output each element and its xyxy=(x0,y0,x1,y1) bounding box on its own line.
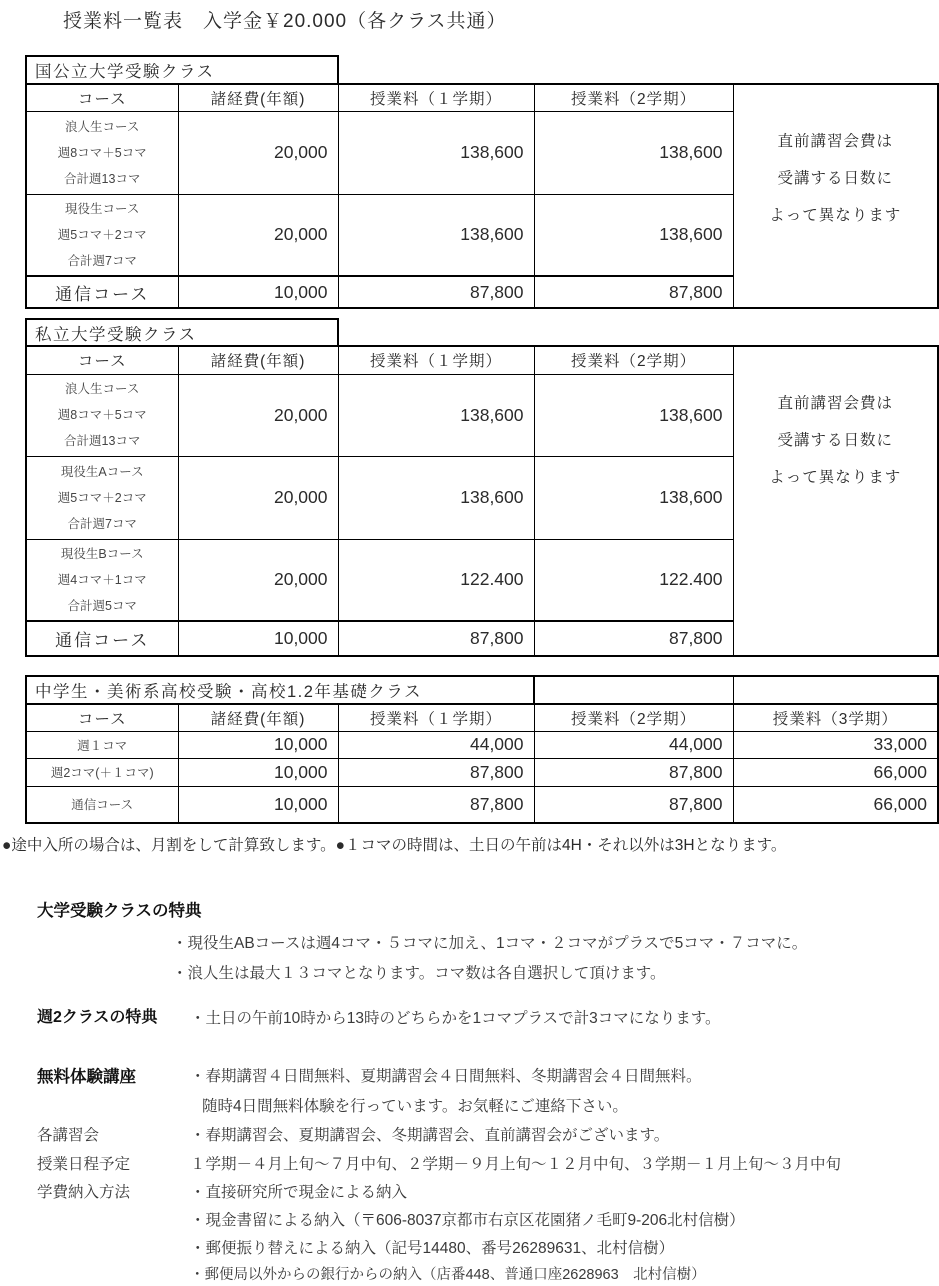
fee-cell: 10,000 xyxy=(178,786,338,823)
course-line: 現役生Bコース xyxy=(60,546,144,561)
fee-cell: 87,800 xyxy=(534,276,733,308)
course-line: 週8コマ＋5コマ xyxy=(57,145,147,160)
section-week2-benefits-heading: 週2クラスの特典 xyxy=(37,1009,158,1026)
course-line: 合計週13コマ xyxy=(64,434,141,448)
header-course: コース xyxy=(26,704,178,731)
payment-label: 学費納入方法 xyxy=(37,1184,131,1201)
spacer-cell xyxy=(733,676,938,704)
fee-cell: 20,000 xyxy=(178,111,338,194)
fee-cell: 138,600 xyxy=(338,374,534,456)
fee-cell: 44,000 xyxy=(534,731,733,758)
spacer-cell xyxy=(534,676,733,704)
course-cell: 通信コース xyxy=(26,786,178,823)
fee-cell: 122.400 xyxy=(338,539,534,621)
fee-cell: 20,000 xyxy=(178,539,338,621)
course-line: 合計週7コマ xyxy=(67,516,137,531)
header-term3: 授業料（3学期） xyxy=(733,704,938,731)
spacer xyxy=(734,347,938,385)
course-cell: 通信コース xyxy=(26,276,178,308)
univ-benefit-item: ・現役生ABコースは週4コマ・５コマに加え、1コマ・２コマがプラスで5コマ・７コマに。 xyxy=(172,935,808,952)
footnote: ●途中入所の場合は、月割をして計算致します。●１コマの時間は、土日の午前は4H・それ以外は3Hとなります。 xyxy=(2,837,787,854)
table-title: 国公立大学受験クラス xyxy=(26,56,338,84)
fee-cell: 66,000 xyxy=(733,786,938,823)
fee-cell: 44,000 xyxy=(338,731,534,758)
course-line: 現役生Aコース xyxy=(60,464,144,479)
table-private-university xyxy=(25,318,939,657)
fee-cell: 138,600 xyxy=(338,111,534,194)
fee-cell: 20,000 xyxy=(178,456,338,539)
fee-cell: 66,000 xyxy=(733,758,938,786)
course-line: 週4コマ＋1コマ xyxy=(57,572,147,587)
fee-cell: 138,600 xyxy=(534,194,733,276)
fee-cell: 87,800 xyxy=(338,621,534,656)
univ-benefit-item: ・浪人生は最大１３コマとなります。コマ数は各自選択して頂けます。 xyxy=(172,965,666,982)
fee-cell: 20,000 xyxy=(178,194,338,276)
section-univ-benefits-heading: 大学受験クラスの特典 xyxy=(37,902,202,920)
fee-cell: 138,600 xyxy=(534,374,733,456)
header-term1: 授業料（１学期） xyxy=(338,84,534,111)
course-cell: 通信コース xyxy=(26,621,178,656)
spacer-cell xyxy=(338,56,938,84)
course-line: 合計週5コマ xyxy=(67,598,137,613)
header-expenses: 諸経費(年額) xyxy=(178,84,338,111)
fee-cell: 122.400 xyxy=(534,539,733,621)
free-trial-line: ・春期講習４日間無料、夏期講習会４日間無料、冬期講習会４日間無料。 xyxy=(190,1068,702,1085)
side-note-line: 受講する日数に xyxy=(777,432,894,449)
header-term1: 授業料（１学期） xyxy=(338,346,534,374)
fee-cell: 138,600 xyxy=(338,456,534,539)
side-note-cell xyxy=(733,84,938,308)
course-line: 週5コマ＋2コマ xyxy=(57,490,147,505)
header-term2: 授業料（2学期） xyxy=(534,704,733,731)
header-expenses: 諸経費(年額) xyxy=(178,704,338,731)
header-expenses: 諸経費(年額) xyxy=(178,346,338,374)
course-cell xyxy=(26,539,178,621)
fee-cell: 20,000 xyxy=(178,374,338,456)
payment-line: ・直接研究所で現金による納入 xyxy=(190,1184,408,1201)
header-course: コース xyxy=(26,84,178,111)
fee-cell: 87,800 xyxy=(338,276,534,308)
page-title: 授業料一覧表 入学金￥20.000（各クラス共通） xyxy=(63,11,507,32)
fee-cell: 138,600 xyxy=(534,111,733,194)
course-line: 合計週13コマ xyxy=(64,171,141,186)
payment-line: ・現金書留による納入（〒606-8037京都市右京区花園猪ノ毛町9-206北村信樹） xyxy=(190,1212,745,1229)
table-title: 私立大学受験クラス xyxy=(26,319,338,346)
fee-cell: 87,800 xyxy=(534,621,733,656)
table-title: 中学生・美術系高校受験・高校1.2年基礎クラス xyxy=(26,676,534,704)
header-course: コース xyxy=(26,346,178,374)
course-cell: 週１コマ xyxy=(26,731,178,758)
course-line: 週8コマ＋5コマ xyxy=(57,408,147,422)
course-line: 現役生コース xyxy=(65,201,140,216)
spacer xyxy=(734,85,938,123)
course-cell xyxy=(26,111,178,194)
fee-cell: 87,800 xyxy=(534,758,733,786)
free-trial-line: 随時4日間無料体験を行っています。お気軽にご連絡下さい。 xyxy=(202,1098,628,1115)
table-junior-basics xyxy=(25,675,939,824)
course-line: 合計週7コマ xyxy=(67,253,137,268)
header-term2: 授業料（2学期） xyxy=(534,84,733,111)
section-free-trial-heading: 無料体験講座 xyxy=(37,1068,136,1086)
fee-cell: 87,800 xyxy=(338,786,534,823)
side-note-line: よって異なります xyxy=(769,469,902,486)
spacer-cell xyxy=(338,319,938,346)
table-national-public-university xyxy=(25,55,939,309)
fee-cell: 33,000 xyxy=(733,731,938,758)
header-term1: 授業料（１学期） xyxy=(338,704,534,731)
fee-cell: 87,800 xyxy=(534,786,733,823)
fee-cell: 10,000 xyxy=(178,731,338,758)
payment-line: ・郵便振り替えによる納入（記号14480、番号26289631、北村信樹） xyxy=(190,1240,675,1257)
fee-cell: 87,800 xyxy=(338,758,534,786)
fee-cell: 138,600 xyxy=(338,194,534,276)
header-term2: 授業料（2学期） xyxy=(534,346,733,374)
course-cell xyxy=(26,194,178,276)
payment-line: ・郵便局以外からの銀行からの納入（店番448、普通口座2628963 北村信樹） xyxy=(190,1267,706,1283)
side-note-line: 直前講習会費は xyxy=(777,395,894,412)
schedule-text: １学期－４月上旬～７月中旬、２学期－９月上旬～１２月中旬、３学期－１月上旬～３月中旬 xyxy=(190,1156,842,1173)
course-cell xyxy=(26,456,178,539)
side-note-line: 受講する日数に xyxy=(777,170,894,187)
fee-cell: 10,000 xyxy=(178,758,338,786)
course-cell: 週2コマ(＋１コマ) xyxy=(26,758,178,786)
course-cell xyxy=(26,374,178,456)
side-note-line: よって異なります xyxy=(769,207,902,224)
fee-cell: 138,600 xyxy=(534,456,733,539)
side-note-cell xyxy=(733,346,938,656)
fee-cell: 10,000 xyxy=(178,276,338,308)
seminars-label: 各講習会 xyxy=(37,1127,100,1144)
week2-benefit-text: ・土日の午前10時から13時のどちらかを1コマプラスで計3コマになります。 xyxy=(190,1010,721,1027)
course-line: 浪人生コース xyxy=(65,119,140,134)
seminars-text: ・春期講習会、夏期講習会、冬期講習会、直前講習会がございます。 xyxy=(190,1127,670,1144)
course-line: 浪人生コース xyxy=(65,382,140,396)
fee-cell: 10,000 xyxy=(178,621,338,656)
schedule-label: 授業日程予定 xyxy=(37,1156,131,1173)
course-line: 週5コマ＋2コマ xyxy=(57,227,147,242)
side-note-line: 直前講習会費は xyxy=(777,133,894,150)
